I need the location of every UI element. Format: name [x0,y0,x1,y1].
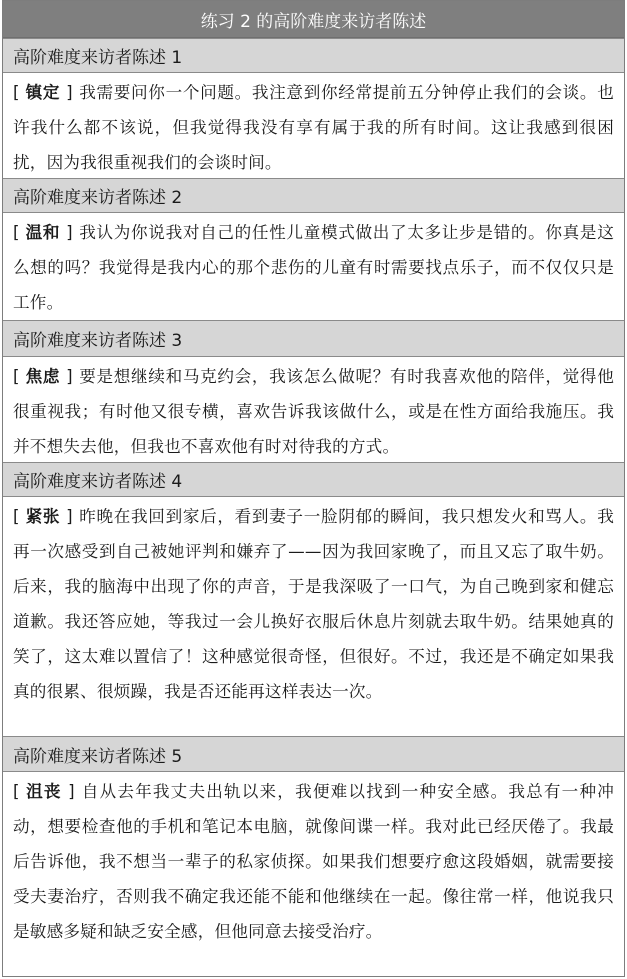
client-statement: 我认为你说我对自己的任性儿童模式做出了太多让步是错的。你真是这么想的吗？我觉得是我内心的那个悲伤的儿童有时需要找点乐子，而不仅仅只是工作。 [13,223,614,312]
section-3-body [3,357,624,462]
table-title: 练习 2 的高阶难度来访者陈述 [3,1,624,38]
emotion-tag-label: 温和 [25,223,61,242]
section-1-body [3,73,624,178]
client-statement: 昨晚在我回到家后，看到妻子一脸阴郁的瞬间，我只想发火和骂人。我再一次感受到自己被她评判和嫌弃了——因为我回家晚了，而且又忘了取牛奶。后来，我的脑海中出现了你的声音，于是我深吸了一口气，为自己晚到家和健忘道歉。我还答应她，等我过一会儿换好衣服后休息片刻就去取牛奶。结果她真的笑了，这太难以置信了！这种感觉很奇怪，但很好。不过，我还是不确定如果我真的很累、很烦躁，我是否还能再这样表达一次。 [13,507,614,701]
emotion-tag: [ 温和 ] [13,223,73,242]
emotion-tag-label: 紧张 [25,507,61,526]
emotion-tag-label: 焦虑 [25,367,61,386]
emotion-tag: [ 紧张 ] [13,507,73,526]
section-4-heading: 高阶难度来访者陈述 4 [3,462,624,497]
section-5-body [3,772,624,974]
section-5-heading: 高阶难度来访者陈述 5 [3,736,624,772]
exercise-table [2,0,625,977]
section-3-heading: 高阶难度来访者陈述 3 [3,320,624,357]
emotion-tag: [ 焦虑 ] [13,367,73,386]
section-4-body [3,497,624,736]
section-2-heading: 高阶难度来访者陈述 2 [3,178,624,213]
emotion-tag: [ 镇定 ] [13,83,73,102]
client-statement: 要是想继续和马克约会，我该怎么做呢？有时我喜欢他的陪伴，觉得他很重视我；有时他又很专横，喜欢告诉我该做什么，或是在性方面给我施压。我并不想失去他，但我也不喜欢他有时对待我的方式。 [13,367,614,456]
emotion-tag-label: 沮丧 [26,782,62,801]
client-statement: 自从去年我丈夫出轨以来，我便难以找到一种安全感。我总有一种冲动，想要检查他的手机和笔记本电脑，就像间谍一样。我对此已经厌倦了。我最后告诉他，我不想当一辈子的私家侦探。如果我们想要疗愈这段婚姻，就需要接受夫妻治疗，否则我不确定我还能不能和他继续在一起。像往常一样，他说我只是敏感多疑和缺乏安全感，但他同意去接受治疗。 [13,782,615,941]
client-statement: 我需要问你一个问题。我注意到你经常提前五分钟停止我们的会谈。也许我什么都不该说，但我觉得我没有享有属于我的所有时间。这让我感到很困扰，因为我很重视我们的会谈时间。 [13,83,614,172]
section-2-body [3,213,624,320]
section-1-heading: 高阶难度来访者陈述 1 [3,38,624,73]
emotion-tag-label: 镇定 [25,83,61,102]
emotion-tag: [ 沮丧 ] [13,782,75,801]
